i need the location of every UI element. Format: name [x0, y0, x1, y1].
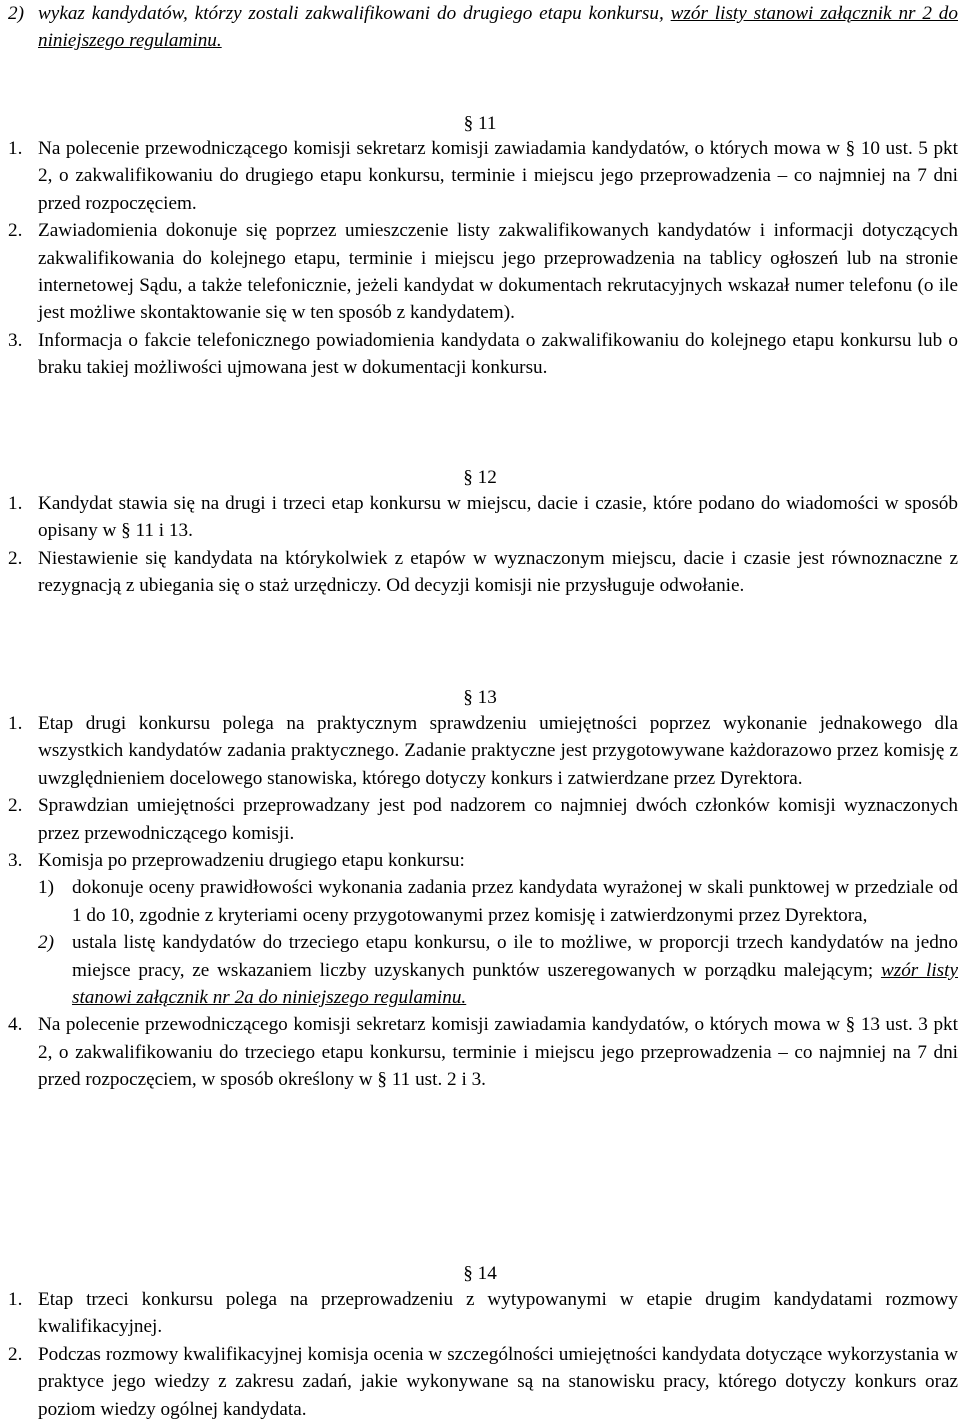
section-heading: § 14	[463, 1263, 497, 1284]
sub-list-item: 1) dokonuje oceny prawidłowości wykonania zadania przez kandydata wyrażonej w skali punktowej w przedziale od 1 do 10, zgodnie z kryteriami oceny przygotowanymi przez komisję i zatwierdzonymi przez Dyrektora,	[38, 877, 958, 926]
list-item: 1. Etap drugi konkursu polega na praktycznym sprawdzeniu umiejętności poprzez wykonanie jednakowego dla wszystkich kandydatów zadania praktycznego. Zadanie praktyczne jest przygotowywane każdorazowo przez komisję z uwzględnieniem docelowego stanowiska, którego dotyczy konkurs i zatwierdzane przez Dyrektora.	[8, 713, 958, 789]
list-item: 2. Sprawdzian umiejętności przeprowadzany jest pod nadzorem co najmniej dwóch członków komisji wyznaczonych przez przewodniczącego komisji.	[8, 795, 958, 844]
list-number: 2)	[8, 3, 24, 24]
section-heading: § 11	[463, 113, 497, 134]
section-13-body	[8, 710, 958, 1094]
attachment-reference-link[interactable]: wzór listy stanowi załącznik nr 2 do niniejszego regulaminu.	[38, 3, 958, 52]
list-item: 2. Podczas rozmowy kwalifikacyjnej komisja ocenia w szczególności umiejętności kandydata dotyczące wykorzystania w praktyce jego wiedzy z zakresu zadań, jakie wykonywane są na stanowisku pracy, którego dotyczy konkurs oraz poziom wiedzy ogólnej kandydata.	[8, 1343, 958, 1420]
list-item: 2. Niestawienie się kandydata na którykolwiek z etapów w wyznaczonym miejscu, dacie i czasie jest równoznaczne z rezygnacją z ubiegania się o staż urzędniczy. Od decyzji komisji nie przysługuje odwołanie.	[8, 547, 958, 597]
list-item: 1. Kandydat stawia się na drugi i trzeci etap konkursu w miejscu, dacie i czasie, które podano do wiadomości w sposób opisany w § 11 i 13.	[8, 493, 958, 542]
list-item: 1. Etap trzeci konkursu polega na przeprowadzeniu z wytypowanymi w etapie drugim kandydatami rozmowy kwalifikacyjnej.	[8, 1289, 958, 1338]
list-item: 3. Informacja o fakcie telefonicznego powiadomienia kandydata o zakwalifikowaniu do kolejnego etapu konkursu lub o braku takiej możliwości ujmowana jest w dokumentacji konkursu.	[8, 329, 958, 379]
top-list-item	[8, 0, 958, 55]
section-12-body	[8, 490, 958, 600]
list-item: 4. Na polecenie przewodniczącego komisji sekretarz komisji zawiadamia kandydatów, o których mowa w § 13 ust. 3 pkt 2, o zakwalifikowaniu do trzeciego etapu konkursu, terminie i miejscu jego przeprowadzenia – co najmniej na 7 dni przed rozpoczęciem, w sposób określony w § 11 ust. 2 i 3.	[8, 1014, 958, 1091]
sub-list-item: 2) ustala listę kandydatów do trzeciego etapu konkursu, o ile to możliwe, w proporcji trzech kandydatów na jedno miejsce pracy, ze wskazaniem liczby uzyskanych punktów uszeregowanych w porządku malejącym; wzór listy stanowi załącznik nr 2a do niniejszego regulaminu.	[38, 932, 958, 1009]
list-item: 1. Na polecenie przewodniczącego komisji sekretarz komisji zawiadamia kandydatów, o których mowa w § 10 ust. 5 pkt 2, o zakwalifikowaniu do drugiego etapu konkursu, terminie i miejscu jego przeprowadzenia – co najmniej na 7 dni przed rozpoczęciem.	[8, 138, 958, 214]
section-heading: § 13	[463, 687, 497, 708]
section-11-body	[8, 135, 958, 382]
list-item: 2. Zawiadomienia dokonuje się poprzez umieszczenie listy zakwalifikowanych kandydatów i informacji dotyczących zakwalifikowania do kolejnego etapu, terminie i miejscu jego przeprowadzenia na tablicy ogłoszeń lub na stronie internetowej Sądu, a także telefonicznie, jeżeli kandydat w dokumentach rekrutacyjnych wskazał numer telefonu (o ile jest możliwe skontaktowanie się w ten sposób z kandydatem).	[8, 220, 958, 324]
list-text: wykaz kandydatów, którzy zostali zakwalifikowani do drugiego etapu konkursu,	[38, 3, 671, 24]
list-item: 3. Komisja po przeprowadzeniu drugiego etapu konkursu:	[8, 850, 465, 872]
attachment-reference-link[interactable]: wzór listy stanowi załącznik nr 2a do niniejszego regulaminu.	[72, 959, 958, 1009]
section-14-body	[8, 1286, 958, 1423]
section-heading: § 12	[463, 467, 497, 488]
